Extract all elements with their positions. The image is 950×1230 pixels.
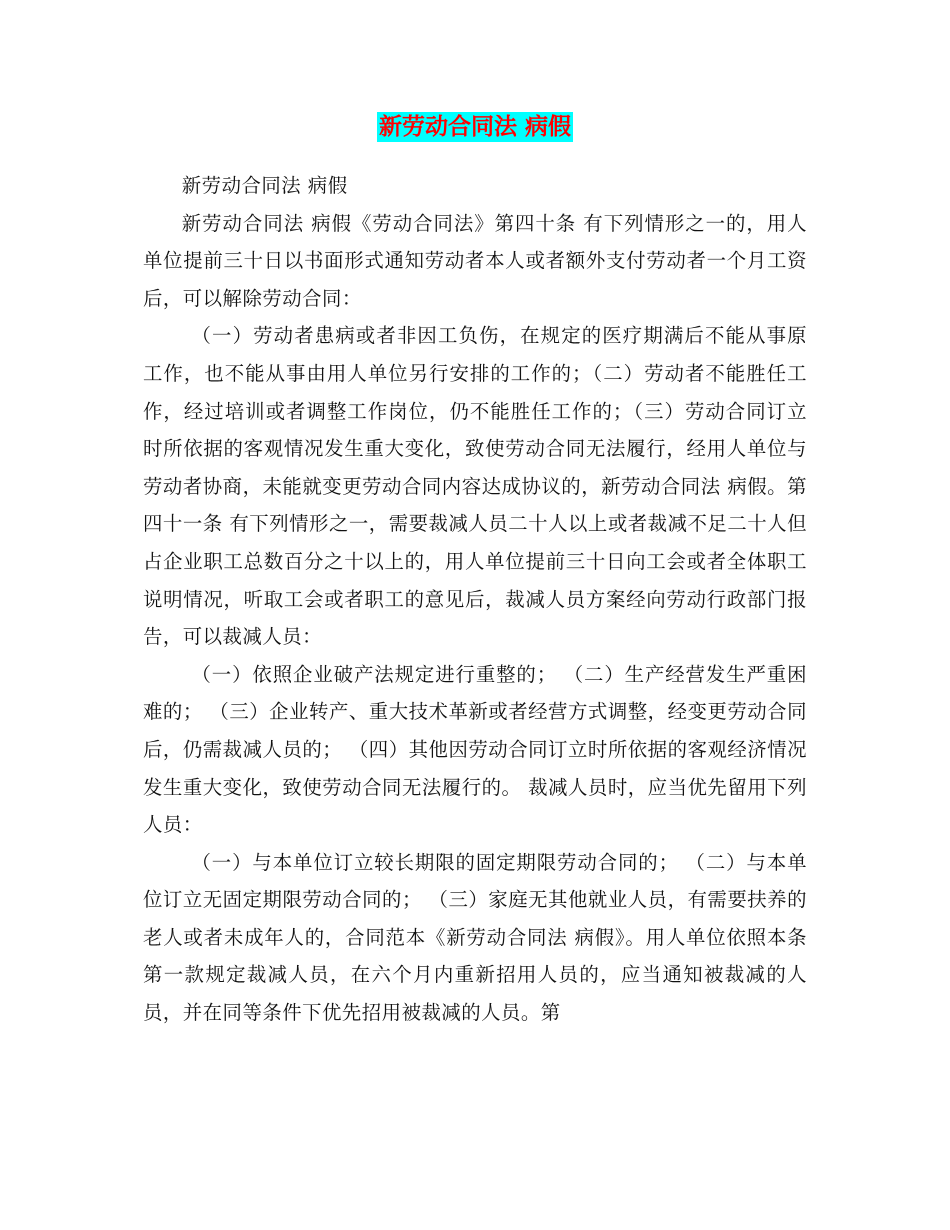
document-title: 新劳动合同法 病假 (378, 113, 571, 140)
paragraph-priority-retention: （一）与本单位订立较长期限的固定期限劳动合同的； （二）与本单位订立无固定期限劳动合同的； （三）家庭无其他就业人员，有需要扶养的老人或者未成年人的，合同范本《新劳动合同法 病假》。用人单位依照本条第一款规定裁减人员，在六个月内重新招用人员的，应当通知被裁减的人员，并在同等条件下优先招用被裁减的人员。第 (143, 850, 807, 1025)
paragraph-heading-repeat: 新劳动合同法 病假 (181, 174, 348, 197)
paragraph-article-41-items: （一）依照企业破产法规定进行重整的； （二）生产经营发生严重困难的； （三）企业转产、重大技术革新或者经营方式调整，经变更劳动合同后，仍需裁减人员的； （四）其他因劳动合同订立时所依据的客观经济情况发生重大变化，致使劳动合同无法履行的。 裁减人员时，应当优先留用下列人员： (143, 662, 807, 837)
title-container (0, 112, 950, 142)
paragraph-article-40-items: （一）劳动者患病或者非因工负伤，在规定的医疗期满后不能从事原工作，也不能从事由用人单位另行安排的工作的；（二）劳动者不能胜任工作，经过培训或者调整工作岗位，仍不能胜任工作的；（三）劳动合同订立时所依据的客观情况发生重大变化，致使劳动合同无法履行，经用人单位与劳动者协商，未能就变更劳动合同内容达成协议的，新劳动合同法 病假。第四十一条 有下列情形之一，需要裁减人员二十人以上或者裁减不足二十人但占企业职工总数百分之十以上的，用人单位提前三十日向工会或者全体职工说明情况，听取工会或者职工的意见后，裁减人员方案经向劳动行政部门报告，可以裁减人员： (143, 324, 807, 649)
paragraph-article-40-intro: 新劳动合同法 病假《劳动合同法》第四十条 有下列情形之一的，用人单位提前三十日以书面形式通知劳动者本人或者额外支付劳动者一个月工资后，可以解除劳动合同： (143, 211, 807, 310)
document-body (143, 167, 807, 1032)
